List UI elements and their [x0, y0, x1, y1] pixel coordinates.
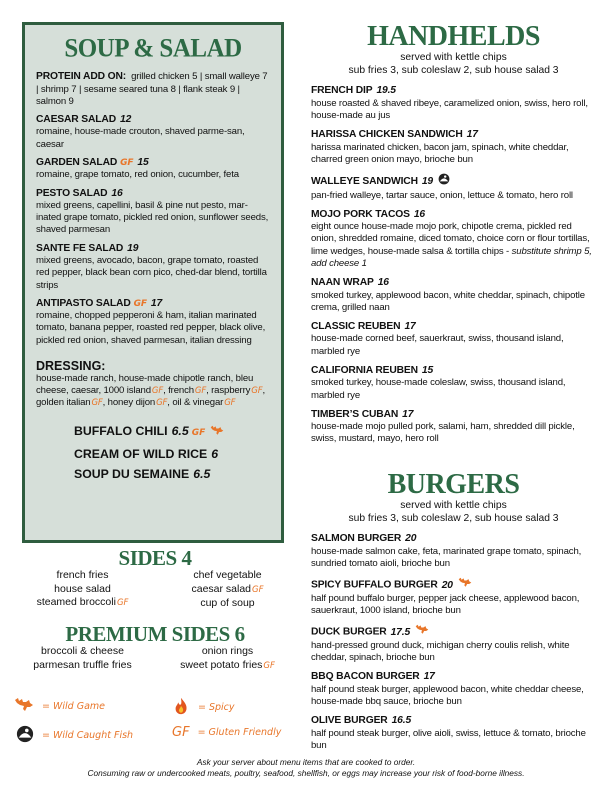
item-description	[311, 593, 596, 617]
item-price: 19	[421, 175, 434, 187]
item-heading	[311, 85, 596, 98]
item-heading	[311, 715, 596, 728]
item-price: 16	[111, 187, 123, 199]
side-name: french fries	[56, 569, 109, 581]
side-name: broccoli & cheese	[41, 645, 124, 657]
item-description	[36, 169, 270, 181]
item-desc-text: house roasted & shaved ribeye, caramelized onion, swiss, hero roll, house-made au jus	[311, 97, 588, 121]
handhelds-served: served with kettle chips	[400, 52, 507, 63]
menu-item	[311, 577, 596, 617]
dressing-name: raspberry	[211, 385, 251, 397]
item-name: CLASSIC REUBEN	[311, 320, 401, 332]
menu-item	[311, 533, 596, 570]
item-desc-text: harissa marinated chicken, bacon jam, spinach, white cheddar, charred green onion mayo, brioche bun	[311, 141, 569, 165]
wild-fish-icon	[438, 173, 450, 190]
item-description	[311, 333, 596, 357]
menu-item	[36, 114, 270, 151]
side-name: cup of soup	[200, 597, 255, 609]
item-desc-text: hand-pressed ground duck, michigan cherry coulis relish, white cheddar, spinach, brioche bun	[311, 639, 570, 664]
side-name: steamed broccoli	[36, 596, 116, 608]
side-name: parmesan truffle fries	[33, 658, 132, 671]
item-heading	[311, 277, 596, 290]
gf-tag: GF	[263, 660, 275, 671]
item-price: 19	[127, 242, 139, 254]
item-name: OLIVE BURGER	[311, 715, 388, 727]
right-column	[311, 21, 596, 751]
item-desc-text: half pound steak burger, olive aioli, swiss, lettuce & tomato, brioche bun	[311, 727, 586, 751]
menu-item	[311, 671, 596, 708]
menu-item	[36, 243, 270, 292]
item-description	[311, 190, 596, 202]
item-price: 17	[404, 320, 416, 332]
wild-game-icon	[14, 697, 34, 716]
item-name: BBQ BACON BURGER	[311, 671, 420, 683]
item-price: 15	[137, 156, 149, 168]
item-description	[36, 126, 270, 150]
premium-sides-left	[10, 645, 155, 673]
menu-item	[311, 409, 596, 446]
premium-sides-title: PREMIUM SIDES 6	[65, 622, 245, 646]
item-desc-text: house-made corned beef, sauerkraut, swiss, thousand island, marbled rye	[311, 333, 564, 357]
legend-wild-fish: = Wild Caught Fish	[42, 730, 134, 741]
side-name: house salad	[54, 582, 111, 595]
dressing-option	[108, 397, 168, 408]
side-name: caesar salad	[191, 582, 252, 595]
item-description	[311, 546, 596, 570]
item-desc-text: romaine, house-made crouton, shaved parme-san, caesar	[36, 126, 245, 150]
dressing-name: caesar	[71, 385, 99, 397]
gf-tag: GF	[252, 584, 264, 595]
item-description	[311, 684, 596, 708]
item-description	[311, 377, 596, 401]
item-desc-text: mixed greens, capellini, basil & pine nut pesto, mar-inated grape tomato, pickled red onion, sunflower seeds, shaved parmesan	[36, 200, 269, 236]
item-desc-text: half pound steak burger, applewood bacon, white cheddar cheese, house-made bbq sauce, brioche bun	[311, 683, 584, 707]
legend-spicy: = Spicy	[198, 702, 235, 713]
item-description	[311, 421, 596, 445]
gf-tag: GF	[151, 386, 164, 397]
item-heading	[311, 533, 596, 546]
item-heading	[311, 321, 596, 334]
item-heading	[311, 624, 596, 640]
dressing-list: house-made ranch, house-made chipotle ranch, bleu cheese, caesar, 1000 islandGF, frenchGF, raspberryGF, golden italianGF, honey dijonGF, oil & vinegarGF	[36, 372, 265, 409]
legend-gluten: = Gluten Friendly	[197, 727, 282, 738]
item-description	[311, 640, 596, 664]
dressing-name: bleu cheese	[36, 372, 254, 397]
item-name: HARISSA CHICKEN SANDWICH	[311, 129, 463, 141]
soup-salad-title: SOUP & SALAD	[64, 34, 242, 63]
item-heading	[311, 129, 596, 142]
item-price: 16	[413, 208, 425, 220]
sides-right	[155, 569, 300, 611]
wild-fish-icon	[16, 725, 34, 746]
side-name: onion rings	[201, 645, 254, 657]
menu-item	[311, 624, 596, 664]
menu-item	[36, 188, 270, 237]
item-heading	[311, 209, 596, 222]
item-name: WALLEYE SANDWICH	[311, 175, 418, 187]
burgers-served: served with kettle chips	[400, 500, 507, 511]
item-name: NAAN WRAP	[311, 277, 374, 289]
item-description	[311, 290, 596, 314]
item-price: 20	[441, 579, 453, 591]
item-description	[36, 200, 270, 237]
menu-item	[311, 85, 596, 122]
item-name: FRENCH DIP	[311, 85, 373, 97]
menu-item	[36, 157, 270, 182]
item-heading	[311, 671, 596, 684]
menu-item	[36, 298, 270, 347]
wild-game-icon	[415, 624, 429, 640]
dressing-name: oil & vinegar	[172, 397, 224, 409]
item-name: CALIFORNIA REUBEN	[311, 364, 418, 376]
dressing-name: honey dijon	[107, 397, 156, 409]
item-desc-text: house-made mojo pulled pork, salami, ham, shredded dill pickle, swiss, mustard, mayo, hero roll	[311, 421, 575, 445]
burgers-subs: sub fries 3, sub coleslaw 2, sub house salad 3	[348, 512, 559, 524]
gf-tag: GF	[133, 298, 147, 309]
spicy-icon	[172, 697, 190, 718]
menu-item	[311, 365, 596, 402]
item-price: 20	[405, 533, 417, 545]
item-price: 16.5	[391, 715, 412, 727]
side-item	[10, 583, 155, 597]
side-item	[155, 645, 300, 659]
dressing-option	[211, 385, 262, 396]
menu-item	[311, 277, 596, 314]
burgers-list	[311, 533, 596, 752]
item-description	[311, 142, 596, 166]
item-desc-text: eight ounce house-made mojo pork, chipotle crema, pickled red onion, shredded romaine, diced tomato, choice corn or flour tortillas, lime wedges, house-made salsa & tortilla chips -	[311, 221, 590, 257]
gf-tag: GF	[251, 386, 263, 397]
item-price: 12	[120, 113, 132, 125]
item-heading	[36, 188, 270, 201]
item-price: 15	[421, 364, 434, 376]
premium-sides-section	[10, 623, 300, 673]
sides-title: SIDES 4	[118, 546, 192, 570]
item-name: TIMBER’S CUBAN	[311, 408, 399, 420]
menu-item	[311, 715, 596, 752]
item-name: SALMON BURGER	[311, 533, 402, 545]
item-description	[36, 255, 270, 292]
wild-game-icon	[210, 422, 224, 443]
handhelds-list	[311, 85, 596, 445]
soup-item	[74, 444, 270, 465]
dressing-name: french	[168, 385, 194, 397]
item-heading	[311, 365, 596, 378]
side-name: chef vegetable	[193, 569, 262, 581]
gf-tag: GF	[156, 398, 168, 409]
wild-game-icon	[458, 577, 472, 593]
menu-item	[311, 173, 596, 202]
item-heading	[311, 409, 596, 422]
premium-sides-right	[155, 645, 300, 673]
item-price: 17	[402, 408, 414, 420]
item-name: GARDEN SALAD	[36, 156, 118, 168]
sides-left	[10, 569, 155, 611]
item-heading	[36, 157, 270, 170]
gf-tag: GF	[116, 598, 129, 608]
gf-tag: GF	[224, 398, 236, 409]
item-price: 17	[466, 129, 478, 141]
legend-gf-symbol: GF	[172, 725, 190, 740]
footer-line-1: Ask your server about menu items that are cooked to order.	[196, 757, 416, 767]
item-description	[36, 310, 270, 347]
item-desc-text: romaine, chopped pepperoni & ham, italian marinated tomato, banana pepper, roasted red pepper, black olive, pickled red onion, shaved parmesan, italian dressing	[36, 310, 266, 346]
gf-tag: GF	[194, 386, 207, 397]
item-price: 17.5	[390, 626, 411, 638]
item-heading	[311, 173, 596, 190]
dressing-option	[172, 397, 235, 408]
dressing-option	[36, 373, 114, 384]
item-name: PESTO SALAD	[36, 187, 108, 199]
handhelds-section	[311, 22, 596, 446]
soup-name: CREAM OF WILD RICE	[74, 446, 208, 461]
item-description	[311, 221, 596, 270]
soup-name: BUFFALO CHILI	[74, 424, 168, 439]
item-name: MOJO PORK TACOS	[311, 208, 410, 220]
soup-price: 6	[211, 446, 219, 461]
item-name: DUCK BURGER	[311, 626, 387, 638]
handhelds-title: HANDHELDS	[367, 21, 540, 52]
item-price: 17	[150, 297, 163, 309]
burgers-title: BURGERS	[387, 469, 520, 500]
protein-label: PROTEIN ADD ON:	[36, 71, 127, 82]
menu-item	[311, 209, 596, 270]
dressing-option	[36, 397, 103, 408]
gf-tag: GF	[191, 428, 206, 439]
side-item	[10, 596, 155, 611]
item-desc-text: romaine, grape tomato, red onion, cucumber, feta	[36, 169, 239, 181]
dressing-title: DRESSING:	[36, 358, 106, 373]
footer	[0, 757, 612, 779]
item-price: 17	[423, 671, 435, 683]
gf-tag: GF	[120, 157, 134, 168]
item-price: 16	[377, 277, 389, 289]
menu-item	[311, 129, 596, 166]
dressing-option	[71, 385, 98, 396]
side-item	[10, 645, 155, 659]
footer-line-2: Consuming raw or undercooked meats, poultry, seafood, shellfish, or eggs may increase your risk of food-borne illness.	[87, 768, 525, 778]
item-desc-text: house-made salmon cake, feta, marinated grape tomato, spinach, sundried tomato aioli, brioche bun	[311, 545, 582, 569]
item-name: SANTE FE SALAD	[36, 242, 124, 254]
item-desc-text: mixed greens, avocado, bacon, grape tomato, roasted red pepper, black bean corn pico, ched-dar blend, tortilla strips	[36, 255, 267, 291]
dressing-name: 1000 island	[103, 385, 151, 397]
item-heading	[36, 114, 270, 127]
side-item	[155, 659, 300, 674]
sides-section	[10, 547, 300, 611]
dressing-name: golden italian	[36, 397, 91, 409]
soup-name: SOUP DU SEMAINE	[74, 467, 190, 482]
item-desc-text: smoked turkey, house-made coleslaw, swiss, thousand island, marbled rye	[311, 377, 566, 401]
item-desc-text: pan-fried walleye, tartar sauce, onion, lettuce & tomato, hero roll	[311, 189, 573, 201]
item-desc-text: smoked turkey, applewood bacon, white cheddar, spinach, chipotle crema, grilled naan	[311, 289, 585, 313]
dressing-name: house-made chipotle ranch	[118, 372, 231, 384]
burgers-section	[311, 470, 596, 759]
dressing-option	[103, 385, 163, 396]
soup-salad-panel	[22, 22, 284, 543]
dressing-name: house-made ranch	[36, 372, 114, 384]
soup-price: 6.5	[171, 424, 189, 439]
soup-price: 6.5	[193, 467, 211, 482]
side-item	[10, 569, 155, 583]
protein-text: grilled chicken 5 | small walleye 7 | shrimp 7 | sesame seared tuna 8 | flank steak 9 | salmon 9	[36, 71, 268, 107]
handhelds-subs: sub fries 3, sub coleslaw 2, sub house salad 3	[348, 64, 559, 76]
item-description	[311, 98, 596, 122]
item-heading	[311, 577, 596, 593]
soup-item	[74, 421, 270, 444]
salad-list	[36, 114, 270, 347]
item-name: ANTIPASTO SALAD	[36, 297, 131, 309]
soup-list	[36, 421, 270, 485]
item-note: substitute shrimp 5, add cheese 1	[311, 245, 592, 269]
soup-item	[74, 464, 270, 485]
item-heading	[36, 243, 270, 256]
side-item	[10, 659, 155, 673]
legend-wild-game: = Wild Game	[42, 701, 105, 712]
side-item	[155, 583, 300, 598]
gf-tag: GF	[91, 398, 103, 409]
side-item	[155, 569, 300, 583]
item-name: SPICY BUFFALO BURGER	[311, 579, 438, 591]
dressing-option	[168, 385, 206, 396]
dressing-option	[119, 373, 231, 384]
menu-item	[311, 321, 596, 358]
item-price: 19.5	[376, 85, 396, 97]
item-heading	[36, 298, 270, 311]
item-desc-text: half pound buffalo burger, pepper jack cheese, applewood bacon, sauerkraut, 1000 island, brioche bun	[311, 592, 580, 616]
side-item	[155, 597, 300, 611]
item-description	[311, 728, 596, 752]
item-name: CAESAR SALAD	[36, 113, 117, 125]
protein-add-on	[36, 71, 270, 108]
side-name: sweet potato fries	[180, 658, 263, 671]
